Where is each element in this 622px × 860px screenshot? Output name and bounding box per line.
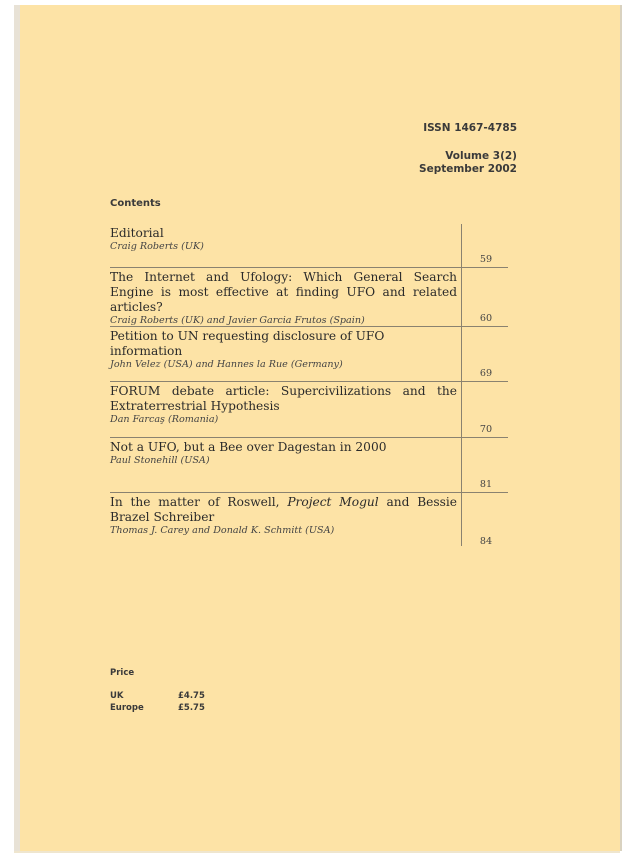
toc-entry [110,327,508,382]
article-authors: Dan Farcaş (Romania) [110,414,219,425]
price-region: Europe [110,703,144,713]
page-number: 81 [479,479,493,490]
article-authors: Paul Stonehill (USA) [110,455,210,466]
toc-entry [110,268,508,327]
article-title: Not a UFO, but a Bee over Dagestan in 2000 [110,440,387,454]
toc-entry [110,224,508,268]
price-row [110,691,205,701]
price-heading: Price [110,668,135,678]
article-title: FORUM debate article: Supercivilizations and the Extraterrestrial Hypothesis [110,384,457,413]
price-amount: £5.75 [178,703,205,713]
article-title: The Internet and Ufology: Which General Search Engine is most effective at finding UFO and related articles? [110,270,457,314]
price-amount: £4.75 [178,691,205,701]
volume: Volume 3(2) [445,150,517,162]
toc-entry [110,493,508,549]
issn: ISSN 1467-4785 [423,122,517,134]
article-title: Petition to UN requesting disclosure of UFO information [110,329,385,358]
article-authors: Thomas J. Carey and Donald K. Schmitt (USA) [110,525,335,536]
contents-heading: Contents [110,198,161,209]
article-title: In the matter of Roswell, Project Mogul and Bessie Brazel Schreiber [110,495,457,524]
issue-date: September 2002 [419,163,517,175]
price-row [110,703,205,713]
page-number: 60 [479,313,493,324]
article-title: Editorial [110,226,164,240]
article-authors: John Velez (USA) and Hannes la Rue (Germany) [110,359,343,370]
page-number: 59 [479,254,493,265]
table-of-contents [110,224,508,549]
article-authors: Craig Roberts (UK) [110,241,204,252]
page-number: 70 [479,424,493,435]
page-number: 84 [479,536,493,547]
price-region: UK [110,691,124,701]
article-authors: Craig Roberts (UK) and Javier Garcia Frutos (Spain) [110,315,365,326]
page-number: 69 [479,368,493,379]
toc-entry [110,438,508,493]
toc-entry [110,382,508,438]
